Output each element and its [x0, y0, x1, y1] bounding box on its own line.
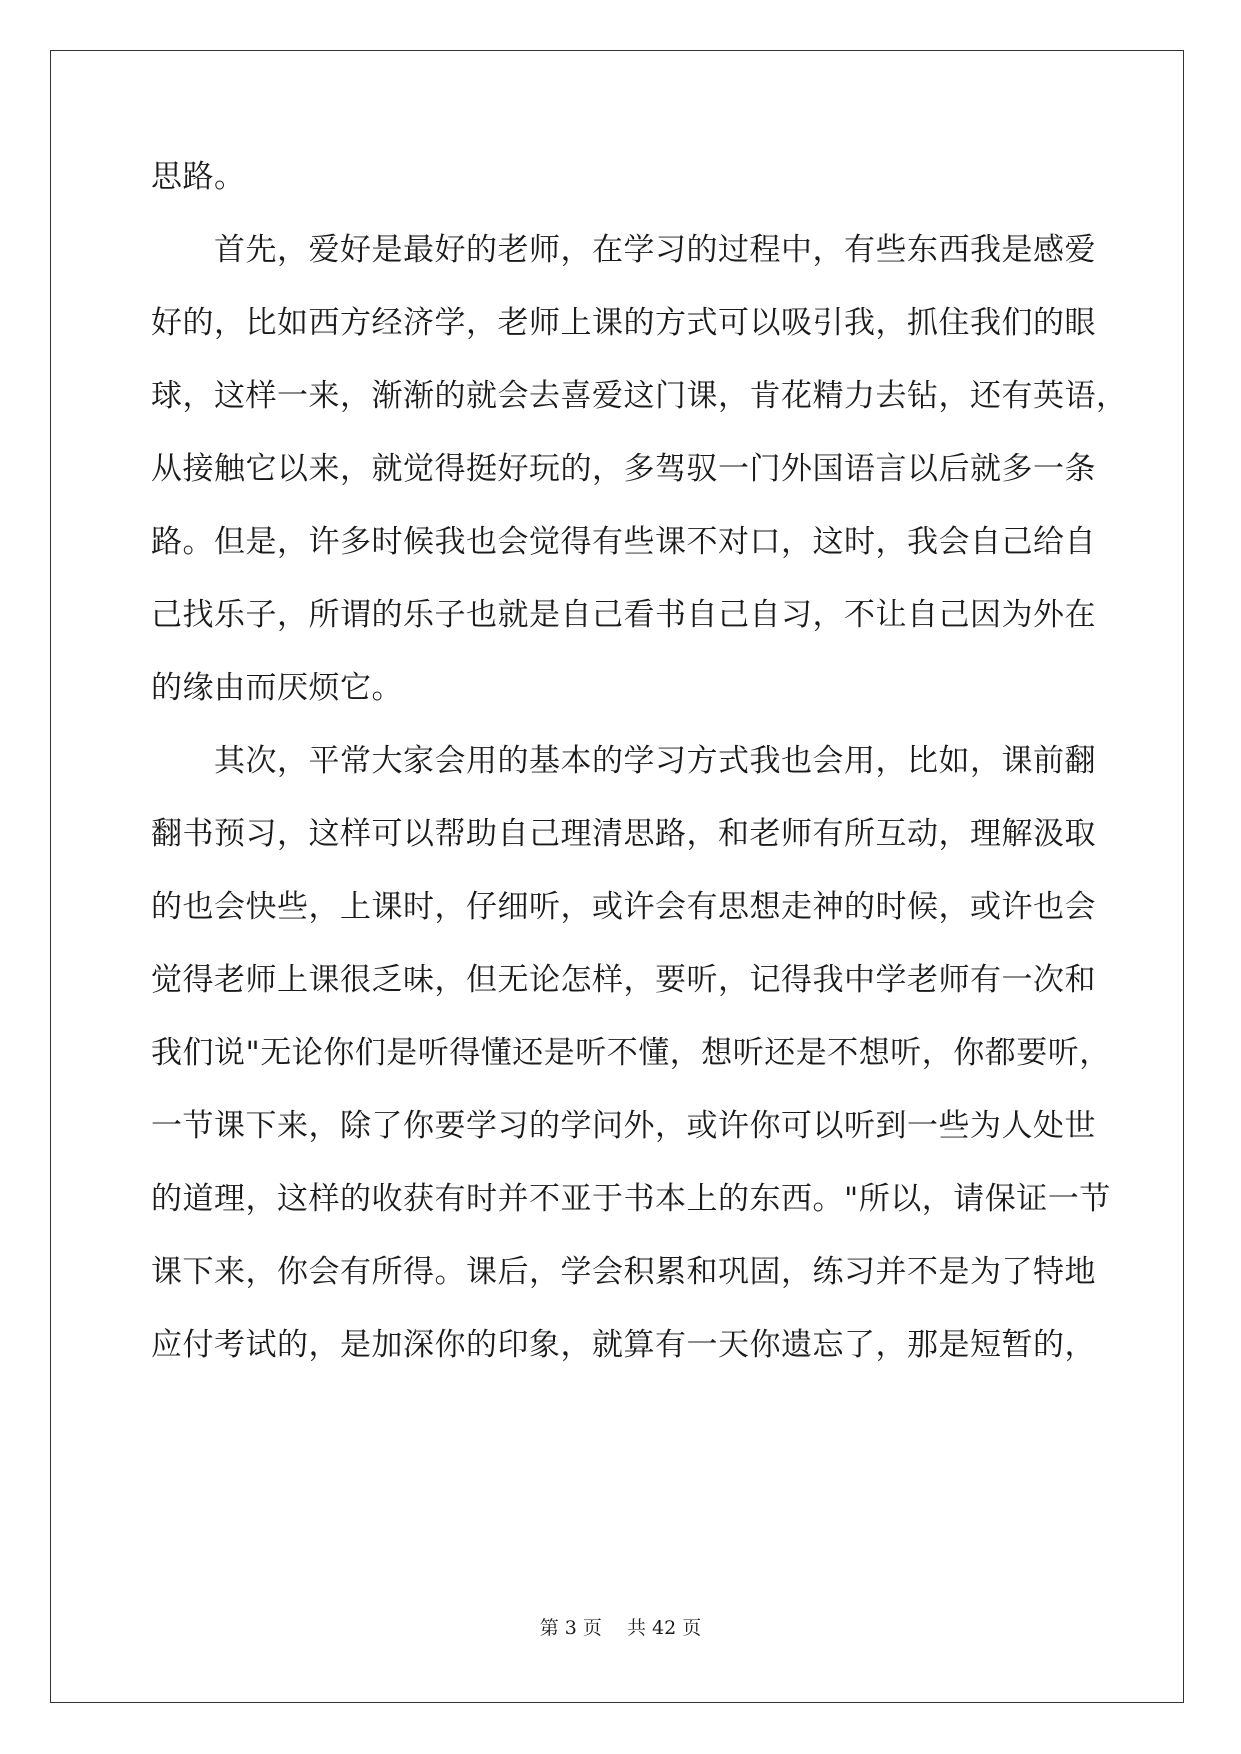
text-line: 课下来，你会有所得。课后，学会积累和巩固，练习并不是为了特地 — [151, 1254, 1096, 1290]
text-line: 我们说"无论你们是听得懂还是听不懂，想听还是不想听，你都要听， — [151, 1035, 1111, 1071]
text-line: 思路。 — [151, 159, 246, 195]
text-line: 首先，爱好是最好的老师，在学习的过程中，有些东西我是感爱 — [151, 232, 1096, 268]
text-line: 翻书预习，这样可以帮助自己理清思路，和老师有所互动，理解汲取 — [151, 816, 1096, 852]
text-line: 的缘由而厌烦它。 — [151, 670, 403, 706]
text-line: 己找乐子，所谓的乐子也就是自己看书自己自习，不让自己因为外在 — [151, 597, 1096, 633]
text-line: 一节课下来，除了你要学习的学问外，或许你可以听到一些为人处世 — [151, 1108, 1096, 1144]
text-line: 球，这样一来，渐渐的就会去喜爱这门课，肯花精力去钻，还有英语， — [151, 378, 1128, 414]
text-line: 应付考试的，是加深你的印象，就算有一天你遗忘了，那是短暂的， — [151, 1327, 1096, 1363]
text-line: 路。但是，许多时候我也会觉得有些课不对口，这时，我会自己给自 — [151, 524, 1096, 560]
page-border — [50, 50, 1184, 1703]
page-number-footer: 第 3 页 共 42 页 — [539, 1617, 702, 1639]
text-line: 好的，比如西方经济学，老师上课的方式可以吸引我，抓住我们的眼 — [151, 305, 1096, 341]
text-line: 从接触它以来，就觉得挺好玩的，多驾驭一门外国语言以后就多一条 — [151, 451, 1096, 487]
text-line: 觉得老师上课很乏味，但无论怎样，要听，记得我中学老师有一次和 — [151, 962, 1096, 998]
text-line: 其次，平常大家会用的基本的学习方式我也会用，比如，课前翻 — [151, 743, 1096, 779]
text-line: 的道理，这样的收获有时并不亚于书本上的东西。"所以，请保证一节 — [151, 1181, 1111, 1217]
text-line: 的也会快些，上课时，仔细听，或许会有思想走神的时候，或许也会 — [151, 889, 1096, 925]
